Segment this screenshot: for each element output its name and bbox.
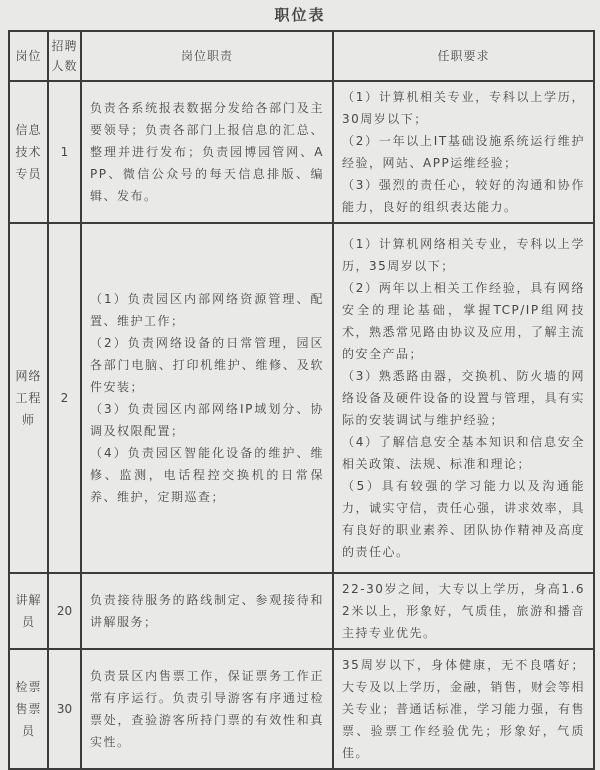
requirement-item: （3）强烈的责任心，较好的沟通和协作能力，良好的组织表达能力。 — [342, 178, 585, 214]
requirements-cell — [333, 81, 594, 223]
duty-item: （3）负责园区内部网络IP域划分、协调及权限配置； — [90, 402, 324, 438]
count-cell: 30 — [48, 649, 81, 769]
table-row — [9, 223, 594, 573]
table-row — [9, 649, 594, 769]
header-requirements: 任职要求 — [333, 31, 594, 81]
duty-item: （2）负责网络设备的日常管理，园区各部门电脑、打印机维护、维修、及软件安装； — [90, 336, 324, 394]
duties-cell — [81, 81, 333, 223]
duties-cell — [81, 649, 333, 769]
requirement-item: （2）两年以上相关工作经验，具有网络安全的理论基础，掌握TCP/IP组网技术，熟悉常见路由协议及应用，了解主流的安全产品； — [342, 281, 586, 361]
requirement-item: 35周岁以下，身体健康，无不良嗜好；大专及以上学历，金融，销售，财会等相关专业；普通话标准，学习能力强，有售票、验票工作经验优先；形象好，气质佳。 — [342, 658, 586, 760]
requirement-item: （1）计算机相关专业，专科以上学历，30周岁以下； — [342, 90, 585, 126]
requirement-item: 22-30岁之间，大专以上学历，身高1.62米以上，形象好，气质佳，旅游和播音主持专业优先。 — [342, 582, 585, 640]
table-row — [9, 573, 594, 649]
count-cell: 2 — [48, 223, 81, 573]
position-cell: 信息技术专员 — [9, 81, 48, 223]
page-title: 职位表 — [274, 6, 326, 24]
position-cell: 网络工程师 — [9, 223, 48, 573]
requirement-item: （2）一年以上IT基础设施系统运行维护经验，网站、APP运维经验； — [342, 134, 585, 170]
table-row — [9, 81, 594, 223]
header-row — [9, 31, 594, 81]
count-cell: 1 — [48, 81, 81, 223]
requirement-item: （3）熟悉路由器，交换机、防火墙的网络设备及硬件设备的设置与管理，具有实际的安装调试与维护经验； — [342, 369, 586, 427]
count-cell: 20 — [48, 573, 81, 649]
requirements-cell — [333, 573, 594, 649]
duties-cell — [81, 223, 333, 573]
duty-item: 负责接待服务的路线制定、参观接待和讲解服务； — [90, 593, 324, 629]
position-cell: 讲解员 — [9, 573, 48, 649]
duty-item: （4）负责园区智能化设备的维护、维修、监测，电话程控交换机的日常保养、维护，定期巡查； — [90, 446, 324, 504]
requirement-item: （5）具有较强的学习能力以及沟通能力，诚实守信，责任心强，讲求效率，具有良好的职业素养、团队协作精神及高度的责任心。 — [342, 479, 586, 559]
duty-item: （1）负责园区内部网络资源管理、配置、维护工作； — [90, 292, 324, 328]
job-position-table — [8, 30, 595, 770]
requirements-cell — [333, 649, 594, 769]
position-cell: 检票售票员 — [9, 649, 48, 769]
requirement-item: （4）了解信息安全基本知识和信息安全相关政策、法规、标准和理论； — [342, 435, 585, 471]
header-position: 岗位 — [9, 31, 48, 81]
requirements-cell — [333, 223, 594, 573]
duties-cell — [81, 573, 333, 649]
requirement-item: （1）计算机网络相关专业，专科以上学历，35周岁以下； — [342, 237, 585, 273]
header-count: 招聘人数 — [48, 31, 81, 81]
header-duties: 岗位职责 — [81, 31, 333, 81]
duty-item: 负责各系统报表数据分发给各部门及主要领导；负责各部门上报信息的汇总、整理并进行发布；负责园博园管网、APP、微信公众号的每天信息排版、编辑、发布。 — [90, 101, 324, 203]
duty-item: 负责景区内售票工作，保证票务工作正常有序运行。负责引导游客有序通过检票处，查验游客所持门票的有效性和真实性。 — [90, 669, 324, 749]
